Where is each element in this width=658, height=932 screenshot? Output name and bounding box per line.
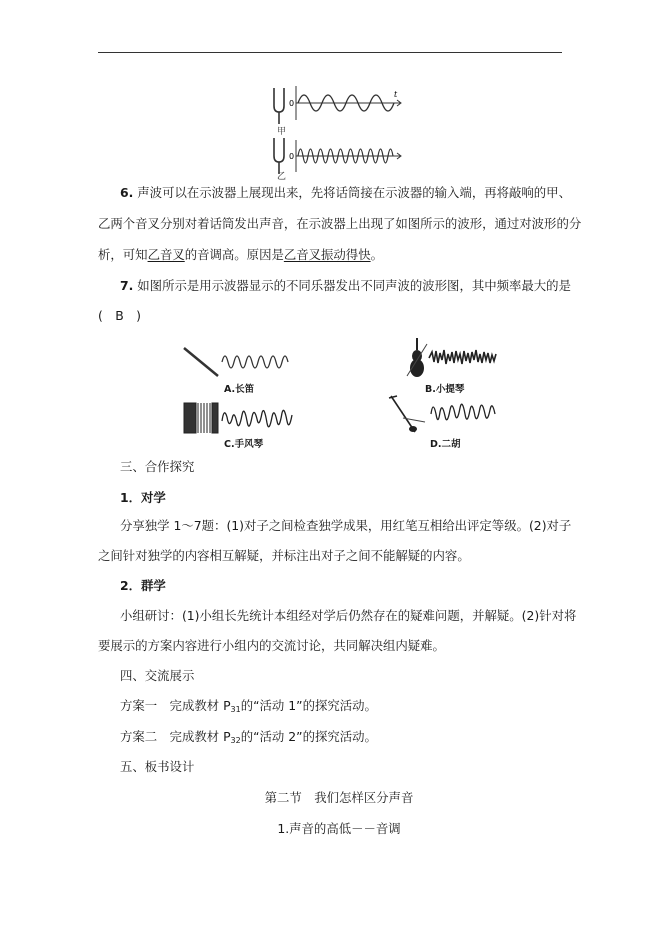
- q6-line2: 乙两个音叉分别对着话筒发出声音，在示波器上出现了如图所示的波形，通过对波形的分: [98, 216, 582, 231]
- header-rule: [98, 52, 562, 53]
- q6-text-3a: 析，可知: [98, 247, 148, 262]
- flute-figure: [180, 340, 300, 382]
- q6-line3: [98, 246, 383, 264]
- plan-2-text-a: 方案二 完成教材 P: [120, 729, 231, 744]
- plan-2-page: 32: [230, 736, 241, 745]
- section-3-sub1: 1．对学: [120, 490, 166, 505]
- plan-1-page: 31: [230, 705, 241, 714]
- tuning-fork-yi: [274, 138, 284, 174]
- q6-answer-2: 乙音叉振动得快: [283, 247, 371, 262]
- violin-figure: [405, 336, 505, 380]
- erhu-figure: [385, 392, 505, 438]
- q6-text-3b: 的音调高。原因是: [184, 247, 284, 262]
- violin-icon: [407, 338, 427, 377]
- section-3-p1-line2: 之间针对独学的内容相互解疑，并标注出对子之间不能解疑的内容。: [98, 548, 470, 563]
- tuning-fork-waveform-figure: [268, 84, 410, 180]
- accordion-figure: [182, 399, 304, 437]
- q6-answer-1: 乙音叉: [147, 247, 185, 262]
- waveform-c: [222, 410, 292, 427]
- section-4-title: 四、交流展示: [120, 668, 195, 683]
- origin-top: 0: [289, 99, 295, 108]
- board-item: 1.声音的高低－－音调: [277, 821, 401, 836]
- q7-number: 7.: [120, 278, 134, 293]
- plan-1: [120, 697, 377, 719]
- board-title: 第二节 我们怎样区分声音: [264, 790, 414, 805]
- section-3-p1-line1: 分享独学 1～7题：(1)对子之间检查独学成果，用红笔互相给出评定等级。(2)对子: [120, 518, 572, 533]
- waveform-a: [222, 356, 288, 368]
- q6-text-1: 声波可以在示波器上展现出来，先将话筒接在示波器的输入端，再将敲响的甲、: [137, 185, 571, 200]
- flute-icon: [184, 348, 218, 376]
- plan-2: [120, 728, 377, 750]
- q6-text-3c: 。: [370, 247, 383, 262]
- origin-bottom: 0: [289, 152, 295, 161]
- accordion-icon: [184, 403, 218, 433]
- section-3-p2-line2: 要展示的方案内容进行小组内的交流讨论，共同解决组内疑难。: [98, 638, 445, 653]
- q6-number: 6.: [120, 185, 134, 200]
- plan-1-text-b: 的“活动 1”的探究活动。: [240, 698, 377, 713]
- section-5-title: 五、板书设计: [120, 759, 195, 774]
- caption-c: C.手风琴: [224, 439, 264, 450]
- section-3-title: 三、合作探究: [120, 459, 195, 474]
- tuning-fork-jia: [274, 88, 284, 124]
- waveform-b: [429, 350, 496, 364]
- q7-answer: ( B ): [98, 308, 141, 323]
- fork-jia-label: 甲: [277, 127, 287, 137]
- section-3-p2-line1: 小组研讨：(1)小组长先统计本组经对学后仍然存在的疑难问题，并解疑。(2)针对将: [120, 608, 577, 623]
- q7-text-1: 如图所示是用示波器显示的不同乐器发出不同声波的波形图，其中频率最大的是: [137, 278, 571, 293]
- waveform-d: [431, 404, 495, 420]
- plan-2-text-b: 的“活动 2”的探究活动。: [240, 729, 377, 744]
- plan-1-text-a: 方案一 完成教材 P: [120, 698, 231, 713]
- section-3-sub2: 2．群学: [120, 578, 166, 593]
- fork-yi-label: 乙: [277, 172, 287, 180]
- erhu-icon: [389, 396, 425, 432]
- caption-a: A.长笛: [224, 384, 255, 395]
- caption-b: B.小提琴: [425, 384, 465, 395]
- t-label-top: t: [394, 90, 398, 99]
- caption-d: D.二胡: [430, 439, 461, 450]
- q7-line1: [120, 277, 571, 295]
- axes-top: [296, 86, 401, 120]
- q6-line1: [120, 184, 571, 202]
